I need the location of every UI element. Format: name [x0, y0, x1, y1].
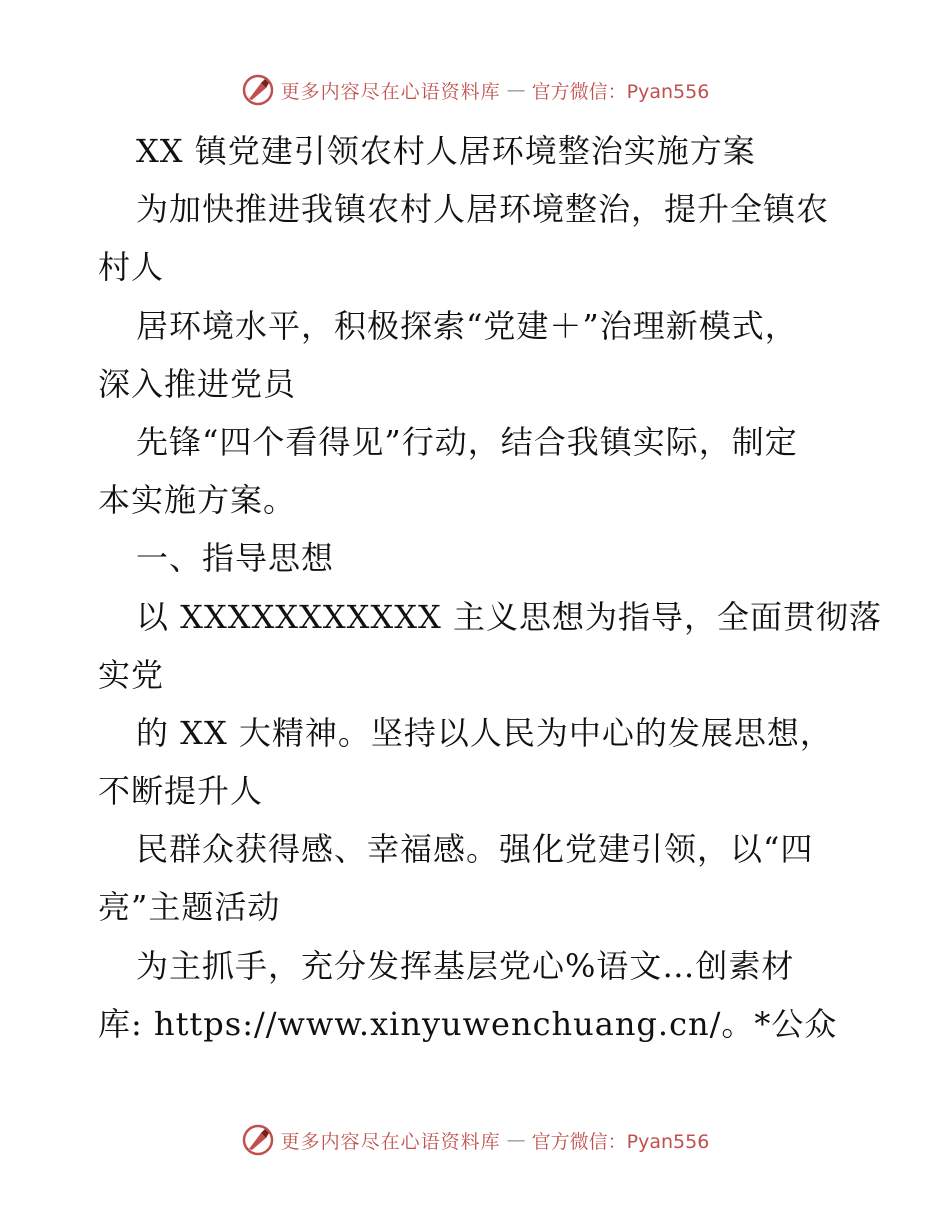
document-line: 实党	[98, 655, 165, 694]
document-line: 不断提升人	[98, 772, 264, 811]
watermark-brand: 更多内容尽在心语资料库	[280, 80, 501, 103]
watermark-separator: —	[506, 79, 526, 101]
document-line: 民群众获得感、幸福感。强化党建引领，以“四	[136, 830, 814, 869]
document-line: 本实施方案。	[98, 481, 297, 520]
document-line: 库: https://www.xinyuwenchuang.cn/。*公众	[98, 1004, 838, 1043]
watermark-wechat: 官方微信：Pyan556	[531, 80, 710, 103]
document-line: 村人	[98, 248, 165, 287]
document-line: 深入推进党员	[98, 364, 297, 403]
document-line: 为加快推进我镇农村人居环境整治，提升全镇农	[136, 190, 830, 229]
pen-nib-logo-icon	[241, 1123, 275, 1157]
document-body	[98, 122, 882, 1053]
footer-watermark	[0, 1120, 950, 1160]
watermark-wechat: 官方微信：Pyan556	[531, 1130, 710, 1153]
pen-nib-logo-icon	[241, 73, 275, 107]
document-line: 为主抓手，充分发挥基层党心%语文…创素材	[136, 946, 795, 985]
document-line: XX 镇党建引领农村人居环境整治实施方案	[136, 132, 756, 170]
document-line: 一、指导思想	[136, 539, 335, 578]
watermark-separator: —	[506, 1129, 526, 1151]
header-watermark	[0, 70, 950, 110]
document-line: 亮”主题活动	[98, 888, 281, 927]
document-line: 先锋“四个看得见”行动，结合我镇实际，制定	[136, 422, 798, 461]
watermark-brand: 更多内容尽在心语资料库	[280, 1130, 501, 1153]
document-line: 的 XX 大精神。坚持以人民为中心的发展思想，	[136, 713, 833, 752]
document-line: 居环境水平，积极探索“党建＋”治理新模式，	[136, 306, 798, 345]
document-line: 以 XXXXXXXXXXX 主义思想为指导，全面贯彻落	[136, 597, 882, 636]
